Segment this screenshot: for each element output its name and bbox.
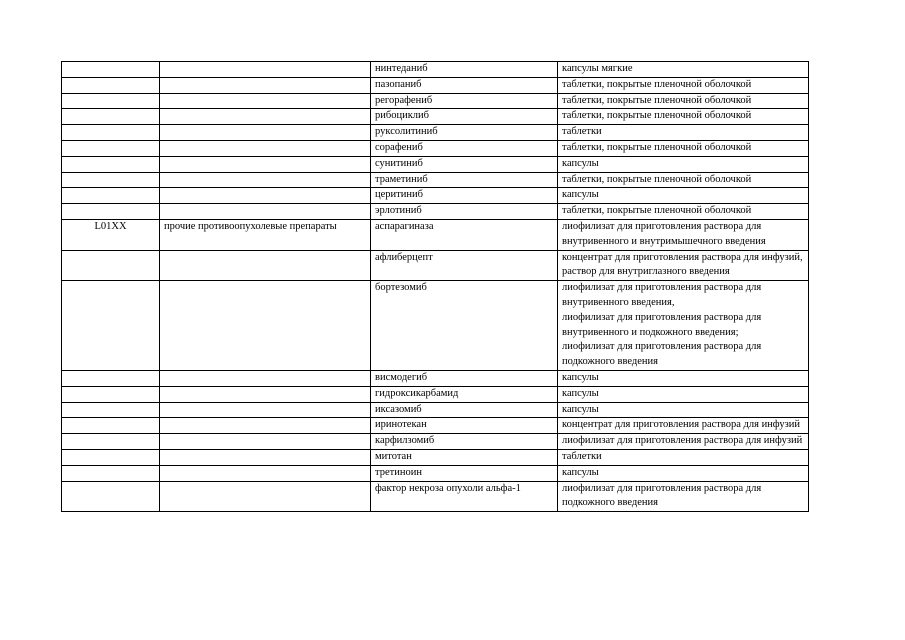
drug-name-cell: третиноин [371,465,558,481]
dosage-form-cell: таблетки, покрытые пленочной оболочкой [558,93,809,109]
drug-name-cell: иксазомиб [371,402,558,418]
dosage-form-cell: таблетки [558,125,809,141]
atc-code-cell [62,250,160,281]
table-row [62,281,809,371]
pharmacological-group-cell [160,109,371,125]
atc-code-cell [62,418,160,434]
pharmacological-group-cell [160,156,371,172]
drug-name-cell: пазопаниб [371,77,558,93]
table-row [62,481,809,512]
table-row [62,109,809,125]
drug-name-cell: нинтеданиб [371,62,558,78]
pharmacological-group-cell [160,188,371,204]
table-row [62,402,809,418]
atc-code-cell [62,156,160,172]
table-row [62,465,809,481]
atc-code-cell: L01XX [62,219,160,250]
atc-code-cell [62,449,160,465]
table-row [62,77,809,93]
medication-table-body [62,62,809,512]
table-row [62,172,809,188]
dosage-form-cell: таблетки, покрытые пленочной оболочкой [558,172,809,188]
table-row [62,125,809,141]
pharmacological-group-cell [160,77,371,93]
table-row [62,204,809,220]
drug-name-cell: аспарагиназа [371,219,558,250]
dosage-form-cell: лиофилизат для приготовления раствора для подкожного введения [558,481,809,512]
pharmacological-group-cell [160,250,371,281]
atc-code-cell [62,77,160,93]
dosage-form-cell: лиофилизат для приготовления раствора для инфузий [558,434,809,450]
dosage-form-cell: таблетки, покрытые пленочной оболочкой [558,140,809,156]
atc-code-cell [62,172,160,188]
drug-name-cell: траметиниб [371,172,558,188]
table-row [62,93,809,109]
table-row [62,62,809,78]
pharmacological-group-cell [160,370,371,386]
table-row [62,156,809,172]
dosage-form-cell: таблетки [558,449,809,465]
pharmacological-group-cell [160,62,371,78]
atc-code-cell [62,62,160,78]
dosage-form-cell: капсулы [558,402,809,418]
atc-code-cell [62,109,160,125]
drug-name-cell: церитиниб [371,188,558,204]
pharmacological-group-cell: прочие противоопухолевые препараты [160,219,371,250]
pharmacological-group-cell [160,125,371,141]
drug-name-cell: фактор некроза опухоли альфа-1 [371,481,558,512]
dosage-form-cell: лиофилизат для приготовления раствора для внутривенного и внутримышечного введения [558,219,809,250]
dosage-form-cell: концентрат для приготовления раствора для инфузий, раствор для внутриглазного введения [558,250,809,281]
drug-name-cell: сорафениб [371,140,558,156]
atc-code-cell [62,481,160,512]
pharmacological-group-cell [160,465,371,481]
dosage-form-cell: концентрат для приготовления раствора для инфузий [558,418,809,434]
drug-name-cell: эрлотиниб [371,204,558,220]
pharmacological-group-cell [160,140,371,156]
drug-name-cell: афлиберцепт [371,250,558,281]
drug-name-cell: карфилзомиб [371,434,558,450]
atc-code-cell [62,434,160,450]
dosage-form-cell: капсулы [558,465,809,481]
drug-name-cell: иринотекан [371,418,558,434]
pharmacological-group-cell [160,418,371,434]
dosage-form-cell: таблетки, покрытые пленочной оболочкой [558,77,809,93]
table-row [62,140,809,156]
table-row [62,219,809,250]
drug-name-cell: регорафениб [371,93,558,109]
dosage-form-cell: капсулы [558,188,809,204]
dosage-form-cell: капсулы мягкие [558,62,809,78]
pharmacological-group-cell [160,449,371,465]
drug-name-cell: руксолитиниб [371,125,558,141]
drug-name-cell: рибоциклиб [371,109,558,125]
pharmacological-group-cell [160,386,371,402]
medication-table [61,61,809,512]
dosage-form-cell: таблетки, покрытые пленочной оболочкой [558,109,809,125]
dosage-form-cell: капсулы [558,156,809,172]
atc-code-cell [62,204,160,220]
table-row [62,434,809,450]
table-row [62,370,809,386]
atc-code-cell [62,465,160,481]
drug-name-cell: митотан [371,449,558,465]
atc-code-cell [62,281,160,371]
dosage-form-cell: капсулы [558,370,809,386]
pharmacological-group-cell [160,434,371,450]
pharmacological-group-cell [160,172,371,188]
dosage-form-cell: капсулы [558,386,809,402]
table-row [62,386,809,402]
drug-name-cell: сунитиниб [371,156,558,172]
dosage-form-cell: лиофилизат для приготовления раствора для внутривенного введения, лиофилизат для приготовления раствора для внутривенного и подкожного введения; лиофилизат для приготовления раствора для подкожного введения [558,281,809,371]
pharmacological-group-cell [160,481,371,512]
atc-code-cell [62,140,160,156]
dosage-form-cell: таблетки, покрытые пленочной оболочкой [558,204,809,220]
drug-name-cell: висмодегиб [371,370,558,386]
atc-code-cell [62,125,160,141]
atc-code-cell [62,370,160,386]
drug-name-cell: бортезомиб [371,281,558,371]
atc-code-cell [62,188,160,204]
pharmacological-group-cell [160,281,371,371]
atc-code-cell [62,386,160,402]
pharmacological-group-cell [160,93,371,109]
atc-code-cell [62,93,160,109]
table-row [62,188,809,204]
drug-name-cell: гидроксикарбамид [371,386,558,402]
table-row [62,418,809,434]
table-row [62,250,809,281]
pharmacological-group-cell [160,402,371,418]
atc-code-cell [62,402,160,418]
table-row [62,449,809,465]
pharmacological-group-cell [160,204,371,220]
